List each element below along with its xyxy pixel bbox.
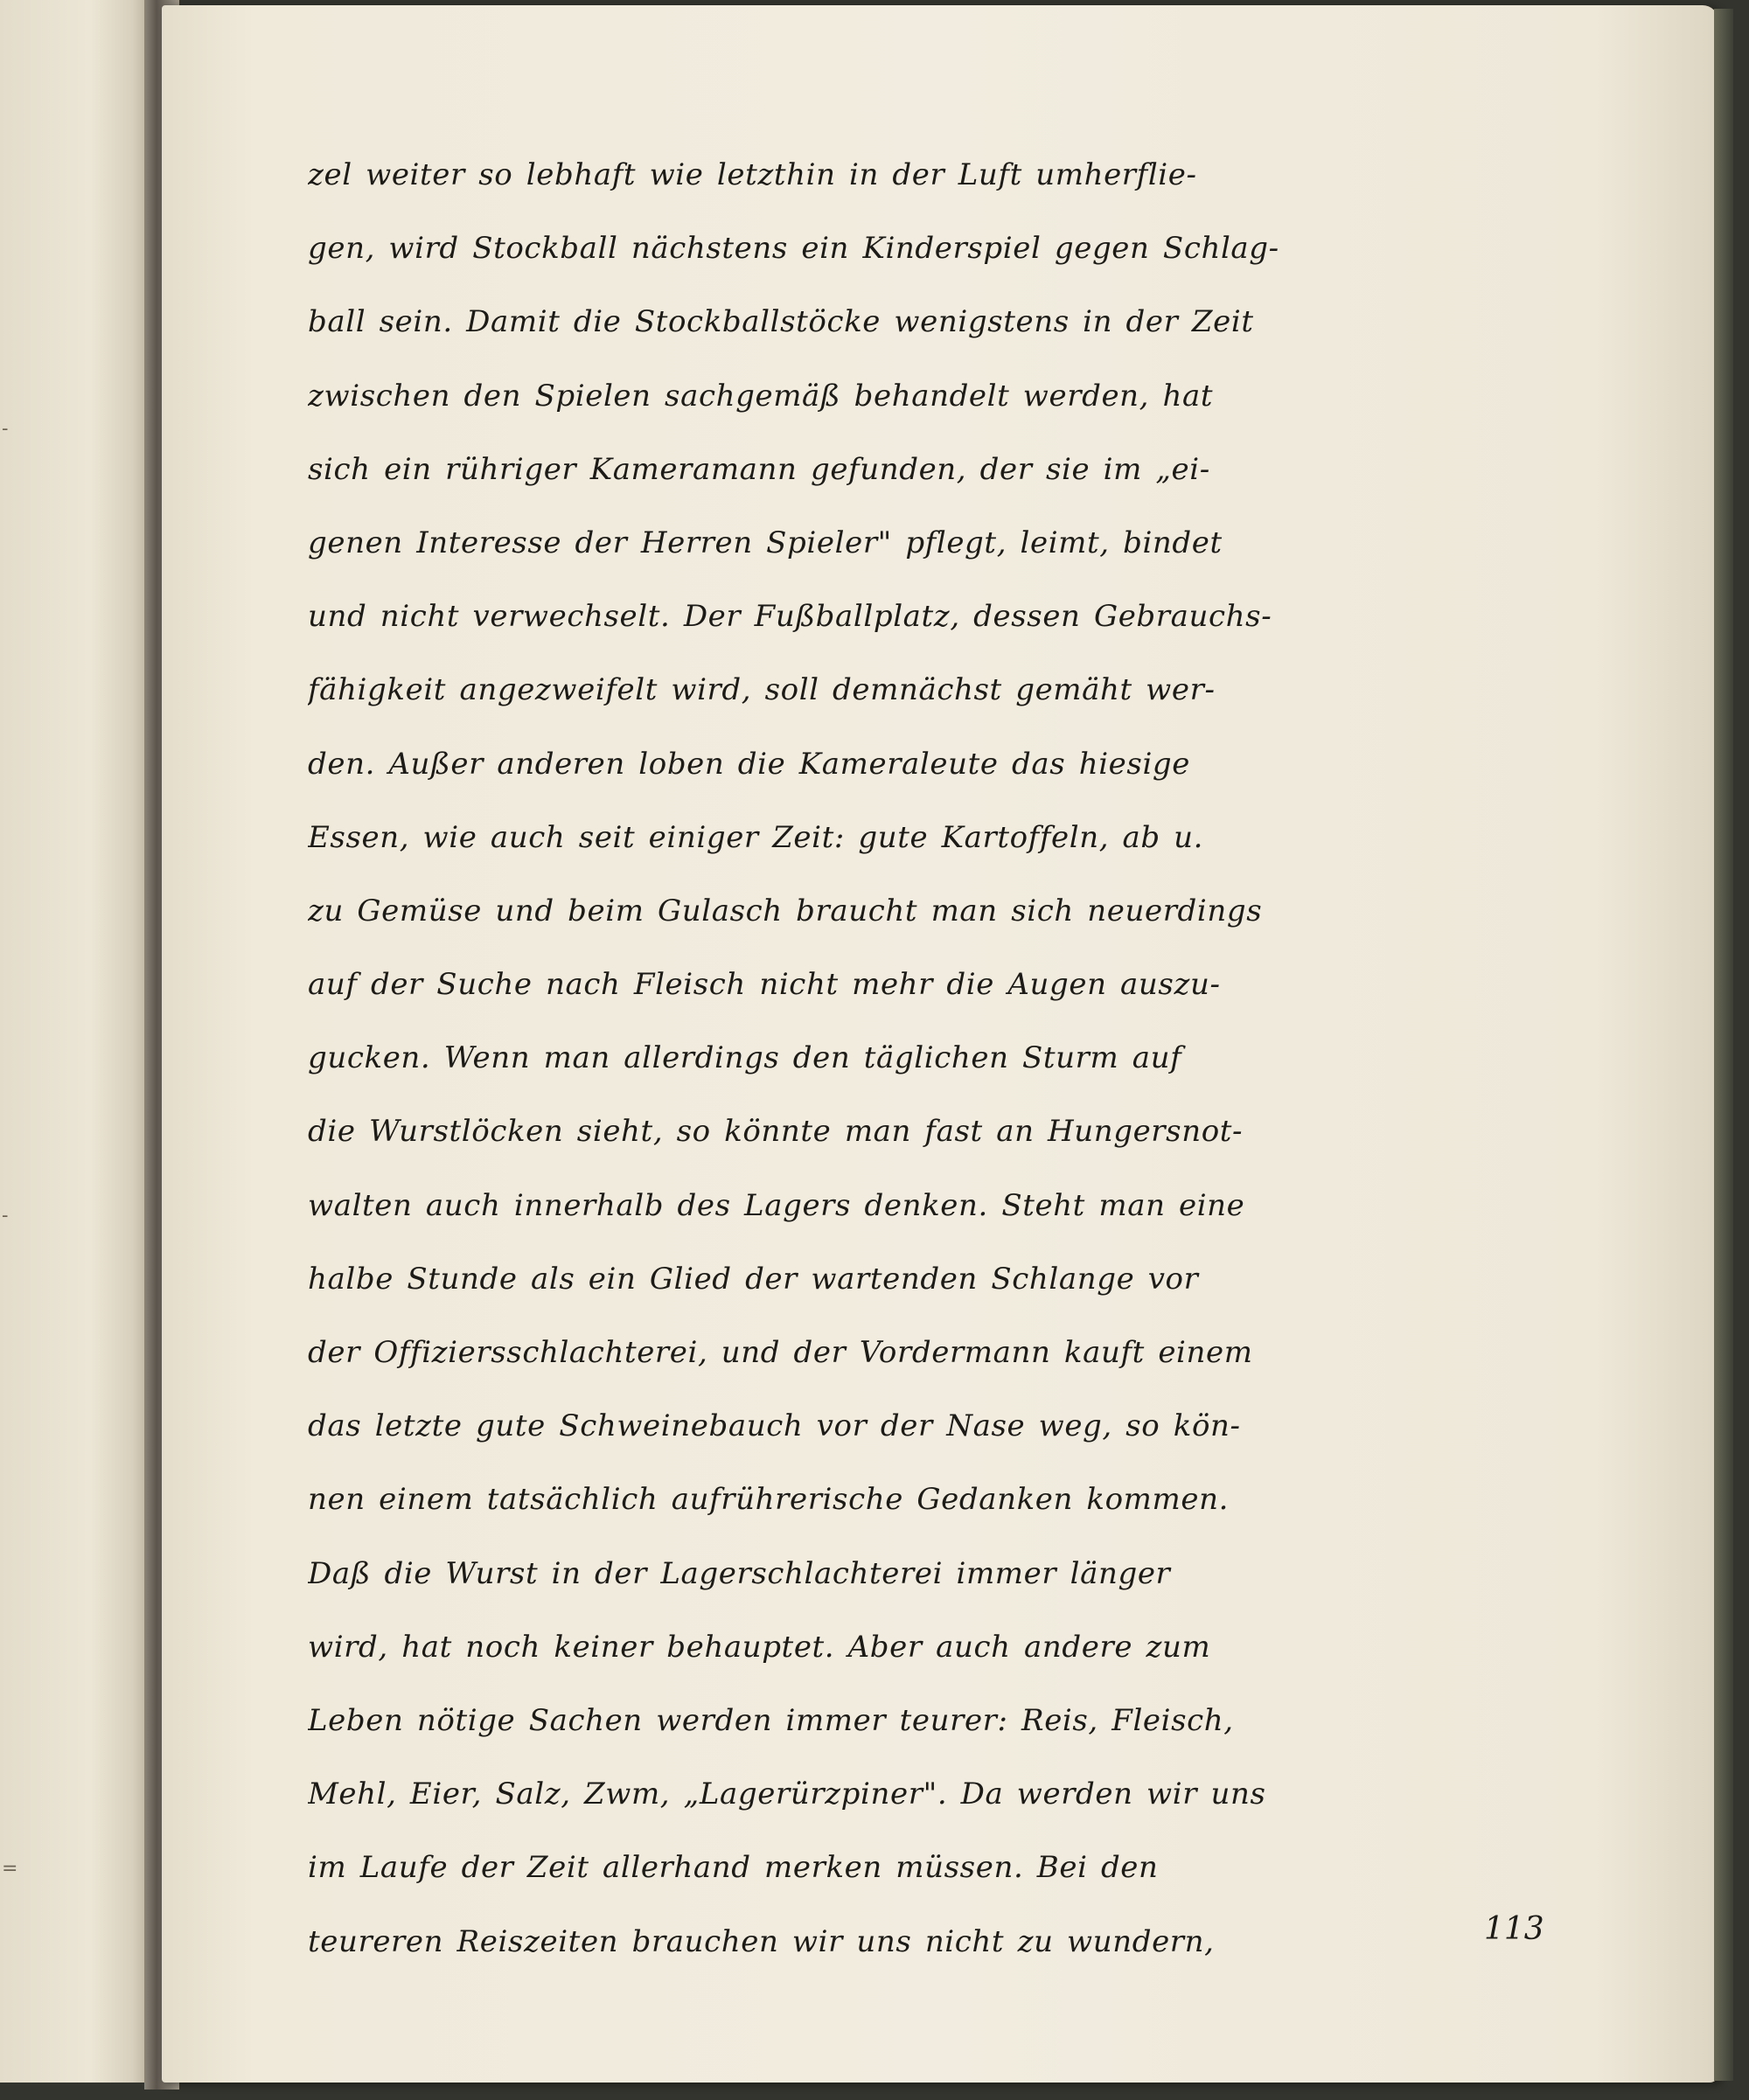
text-line: und nicht verwechselt. Der Fußballplatz, dessen Gebrauchs-	[308, 599, 1272, 635]
text-line: wird, hat noch keiner behauptet. Aber auch andere zum	[308, 1629, 1211, 1665]
text-line: auf der Suche nach Fleisch nicht mehr die Augen auszu-	[308, 967, 1221, 1003]
book-cover-edge	[1714, 9, 1733, 2081]
text-line: sich ein rühriger Kameramann gefunden, der sie im „ei-	[308, 451, 1210, 487]
text-line: das letzte gute Schweinebauch vor der Nase weg, so kön-	[308, 1408, 1241, 1444]
handwritten-text-block	[308, 138, 1567, 1978]
text-line: halbe Stunde als ein Glied der wartenden Schlange vor	[308, 1261, 1199, 1297]
text-line: teureren Reiszeiten brauchen wir uns nicht zu wundern,	[308, 1923, 1215, 1959]
text-line: gen, wird Stockball nächstens ein Kinderspiel gegen Schlag-	[308, 231, 1279, 267]
text-line: gucken. Wenn man allerdings den täglichen Sturm auf	[308, 1040, 1182, 1076]
page-number: 113	[1484, 1911, 1544, 1947]
margin-mark: -	[2, 418, 9, 440]
text-line: Essen, wie auch seit einiger Zeit: gute Kartoffeln, ab u.	[308, 819, 1204, 855]
margin-mark: -	[2, 1205, 9, 1227]
text-line: Daß die Wurst in der Lagerschlachterei immer länger	[308, 1555, 1171, 1591]
text-line: fähigkeit angezweifelt wird, soll demnächst gemäht wer-	[308, 672, 1216, 708]
text-line: zwischen den Spielen sachgemäß behandelt werden, hat	[308, 378, 1214, 414]
text-line: nen einem tatsächlich aufrührerische Gedanken kommen.	[308, 1482, 1229, 1518]
text-line: genen Interesse der Herren Spieler" pflegt, leimt, bindet	[308, 525, 1223, 560]
text-line: den. Außer anderen loben die Kameraleute das hiesige	[308, 746, 1191, 782]
text-line: der Offiziersschlachterei, und der Vordermann kauft einem	[308, 1335, 1253, 1370]
text-line: walten auch innerhalb des Lagers denken. Steht man eine	[308, 1187, 1245, 1223]
text-line: zu Gemüse und beim Gulasch braucht man sich neuerdings	[308, 893, 1263, 928]
text-line: die Wurstlöcken sieht, so könnte man fast an Hungersnot-	[308, 1114, 1244, 1150]
handwritten-page	[162, 5, 1718, 2083]
text-line: Mehl, Eier, Salz, Zwm, „Lagerürzpiner". Da werden wir uns	[308, 1777, 1266, 1812]
margin-mark: =	[2, 1858, 18, 1880]
text-line: zel weiter so lebhaft wie letzthin in der Luft umherflie-	[308, 157, 1197, 192]
text-line: im Laufe der Zeit allerhand merken müssen. Bei den	[308, 1850, 1159, 1886]
text-line: Leben nötige Sachen werden immer teurer: Reis, Fleisch,	[308, 1702, 1234, 1738]
left-facing-page	[0, 0, 150, 2083]
text-line: ball sein. Damit die Stockballstöcke wenigstens in der Zeit	[308, 304, 1254, 340]
